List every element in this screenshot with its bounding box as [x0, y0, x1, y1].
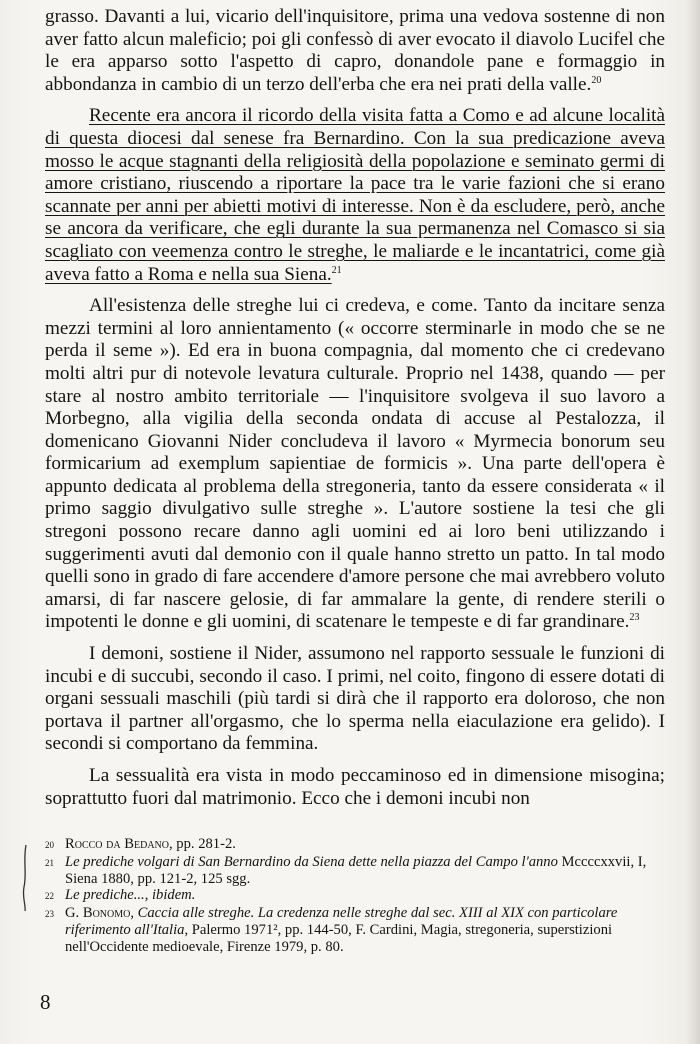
footnote-23: 23 G. Bonomo, Caccia alle streghe. La credenza nelle streghe dal sec. XIII al XIX con particolare riferimento all'Italia, Palermo 1971², pp. 144-50, F. Cardini, Magia, stregoneria, superstizioni nell'Occidente medioevale, Firenze 1979, p. 80.: [45, 905, 618, 955]
paragraph-text: La sessualità era vista in modo peccaminoso ed in dimensione misogina; soprattutto fuori dal matrimonio. Ecco che i demoni incubi non: [45, 765, 665, 809]
paragraph: [45, 643, 665, 756]
footnote-text: , pp. 281-2.: [169, 836, 236, 852]
footnote-title: Caccia alle streghe. La credenza nelle streghe dal sec. XIII al XIX con particolare riferimento all'Italia: [65, 905, 618, 938]
footnote-number: 23: [45, 909, 54, 920]
footnote-number: 22: [45, 891, 54, 902]
footnote-20: [45, 836, 665, 854]
footnote-number: 21: [45, 857, 54, 868]
footnote-title: Le prediche volgari di San Bernardino da Siena dette nella piazza del Campo l'anno: [65, 853, 558, 870]
footnote-ref[interactable]: 20: [591, 74, 602, 86]
page-edge-shadow: [686, 0, 700, 1044]
footnote-text: , Palermo 1971², pp. 144-50, F. Cardini, Magia, stregoneria, superstizioni nell'Occidente medioevale, Firenze 1979, p. 80.: [65, 921, 613, 955]
footnote-ref[interactable]: 21: [331, 264, 342, 276]
paragraph: [45, 6, 665, 96]
footnote-number: 20: [45, 840, 54, 850]
footnote-author: Rocco da Bedano: [65, 836, 169, 852]
footnote-title: Le prediche..., ibidem.: [65, 887, 196, 904]
paragraph-text: I demoni, sostiene il Nider, assumono nel rapporto sessuale le funzioni di incubi e di succubi, secondo il caso. I primi, nel coito, fingono di essere dotati di organi sessuali maschili (più tardi si dirà che il rapporto era doloroso, che non portava il partner all'orgasmo, che lo sperma nella eiaculazione era gelido). I secondi si comportano da femmina.: [45, 643, 665, 755]
footnotes: [45, 836, 665, 956]
paragraph-text: grasso. Davanti a lui, vicario dell'inquisitore, prima una vedova sostenne di non aver fatto alcun maleficio; poi gli confessò di aver evocato il diavolo Lucifel che le era apparso sotto l'aspetto di capro, donandole pane e formaggio in abbondanza in cambio di un terzo dell'erba che era nei prati della valle.: [45, 6, 665, 95]
paragraph-text: All'esistenza delle streghe lui ci credeva, e come. Tanto da incitare senza mezzi termini al loro annientamento (« occorre sterminarle in modo che se ne perda il seme »). Ed era in buona compagnia, dal momento che ci credevano molti altri pur di notevole levatura culturale. Proprio nel 1438, quando — per stare al nostro ambito territoriale — l'inquisitore svolgeva il suo lavoro a Morbegno, alla vigilia della seconda ondata di accuse al Pestalozza, il domenicano Giovanni Nider concludeva il lavoro « Myrmecia bonorum seu formicarium ad exemplum sapientiae de formicis ». Una parte dell'opera è appunto dedicata al problema della stregoneria, tanto da essere considerata « il primo saggio divulgativo sulle streghe ». L'autore sostiene la tesi che gli stregoni possono recare danno agli uomini ed ai loro beni utilizzando i suggerimenti avuti dal demonio con il quale hanno stretto un patto. In tal modo quelli sono in grado di fare accendere d'amore persone che mai avrebbero voluto amarsi, di far nascere gelosie, di far ammalare la gente, di rendere sterili o impotenti le donne e gli uomini, di scatenare le tempeste e di far grandinare.: [45, 295, 665, 633]
paragraph: [45, 295, 665, 634]
paragraph: [45, 765, 665, 810]
paragraph-underlined: [45, 105, 665, 286]
paragraph-text: Recente era ancora il ricordo della visita fatta a Como e ad alcune località di questa diocesi dal senese fra Bernardino. Con la sua predicazione aveva mosso le acque stagnanti della religiosità della popolazione e seminato germi di amore cristiano, riuscendo a riportare la pace tra le varie fazioni che si erano scannate per anni per abietti motivi di interesse. Non è da escludere, però, anche se ancora da verificare, che egli durante la sua permanenza nel Comasco si sia scagliato con veemenza contro le streghe, le maliarde e le incantatrici, come già aveva fatto a Roma e nella sua Siena.: [45, 105, 665, 285]
footnote-author: G. Bonomo: [65, 905, 131, 922]
main-text: [45, 6, 665, 819]
footnote-22: [45, 887, 665, 905]
page-number: 8: [40, 990, 51, 1014]
handwritten-margin-mark: [18, 843, 32, 913]
footnote-21: [45, 854, 665, 888]
footnote-text: Mccccxxvii, I, Siena 1880, pp. 121-2, 125 sgg.: [65, 853, 647, 887]
footnote-ref[interactable]: 23: [629, 612, 640, 624]
